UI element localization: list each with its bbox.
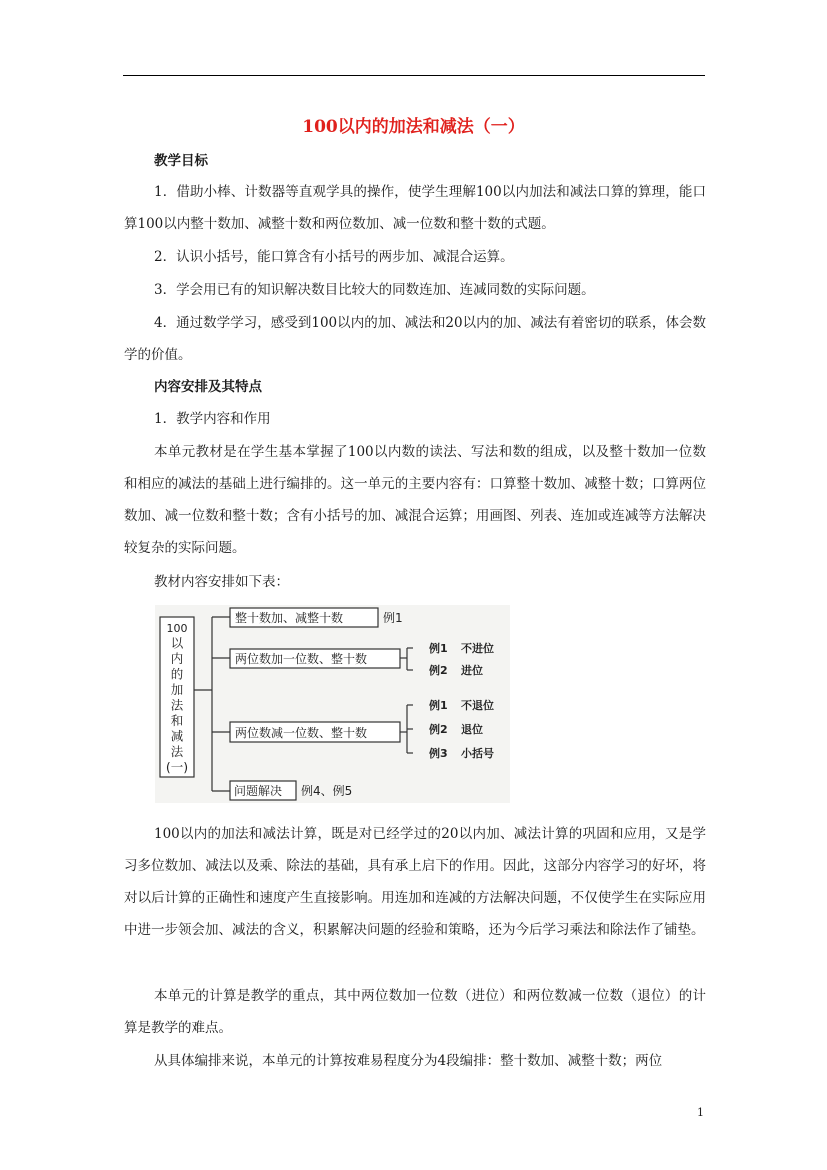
diagram-box-3-items <box>407 698 494 760</box>
paragraph-2: 教材内容安排如下表： <box>154 574 289 590</box>
diagram-root-line: 的 <box>170 666 184 682</box>
paragraph-3: 100以内的加法和减法计算，既是对已经学过的20以内加、减法计算的巩固和应用，又是学习多位数加、减法以及乘、除法的基础，具有承上启下的作用。因此，这部分内容学习的好坏，将对以后计算的正确性和速度产生直接影响。用连加和连减的方法解决问题，不仅使学生在实际应用中进一步领会加、减法的含义，积累解决问题的经验和策略，还为今后学习乘法和除法作了铺垫。 <box>124 826 706 938</box>
paragraph-4: 本单元的计算是教学的重点，其中两位数加一位数（进位）和两位数减一位数（退位）的计算是教学的难点。 <box>124 988 706 1036</box>
paragraph-1: 本单元教材是在学生基本掌握了100以内数的读法、写法和数的组成，以及整十数加一位数和相应的减法的基础上进行编排的。这一单元的主要内容有：口算整十数加、减整十数；口算两位数加、减一位数和整十数；含有小括号的加、减混合运算；用画图、列表、连加或连减等方法解决较复杂的实际问题。 <box>124 444 706 556</box>
diagram-example-desc: 退位 <box>461 723 483 736</box>
diagram-root-line: 和 <box>170 713 184 728</box>
diagram-example-label: 例2 <box>429 664 448 677</box>
goal-1: 1．借助小棒、计数器等直观学具的操作，使学生理解100以内加法和减法口算的算理，能口算100以内整十数加、减整十数和两位数加、减一位数和整十数的式题。 <box>124 184 706 232</box>
diagram-box-1-label: 整十数加、减整十数 <box>235 611 344 625</box>
diagram-root-line: 法 <box>170 744 184 759</box>
content-heading: 内容安排及其特点 <box>154 379 262 395</box>
header-rule <box>123 75 705 76</box>
diagram-root-line: 加 <box>170 682 184 697</box>
diagram-root-line: 100 <box>166 622 188 635</box>
diagram-root-line: 以 <box>170 635 184 651</box>
diagram-example-label: 例1 <box>429 699 448 712</box>
diagram-root-line: 减 <box>170 728 184 744</box>
paragraph-5: 从具体编排来说，本单元的计算按难易程度分为4段编排：整十数加、减整十数；两位 <box>154 1053 663 1069</box>
diagram-example-desc: 小括号 <box>461 747 494 760</box>
diagram-example-label: 例1 <box>429 642 448 655</box>
diagram-box-2-items <box>407 641 494 677</box>
diagram-box-2-label: 两位数加一位数、整十数 <box>235 652 368 666</box>
page-title: 100以内的加法和减法（一） <box>302 117 525 137</box>
diagram-box-4-label: 问题解决 <box>234 784 283 798</box>
diagram-example-label: 例2 <box>429 723 448 736</box>
diagram-root-line: (一) <box>165 759 189 775</box>
diagram-example-label: 例3 <box>429 747 448 760</box>
diagram-root-line: 内 <box>170 651 184 666</box>
diagram-box-1-note: 例1 <box>383 611 403 625</box>
content-structure-diagram <box>155 605 510 803</box>
goal-3: 3．学会用已有的知识解决数目比较大的同数连加、连减同数的实际问题。 <box>154 282 595 298</box>
goal-2: 2．认识小括号，能口算含有小括号的两步加、减混合运算。 <box>154 249 514 265</box>
goal-4: 4．通过数学学习，感受到100以内的加、减法和20以内的加、减法有着密切的联系，体会数学的价值。 <box>124 315 706 363</box>
diagram-root-line: 法 <box>170 697 184 713</box>
subheading-1: 1．教学内容和作用 <box>154 411 271 427</box>
diagram-box-4-note: 例4、例5 <box>301 784 353 798</box>
diagram-example-desc: 不退位 <box>461 699 494 712</box>
diagram-example-desc: 不进位 <box>461 642 494 655</box>
page-number: 1 <box>697 1106 704 1119</box>
diagram-box-3-label: 两位数减一位数、整十数 <box>235 726 368 740</box>
diagram-example-desc: 进位 <box>461 664 483 677</box>
goals-heading: 教学目标 <box>154 153 208 169</box>
